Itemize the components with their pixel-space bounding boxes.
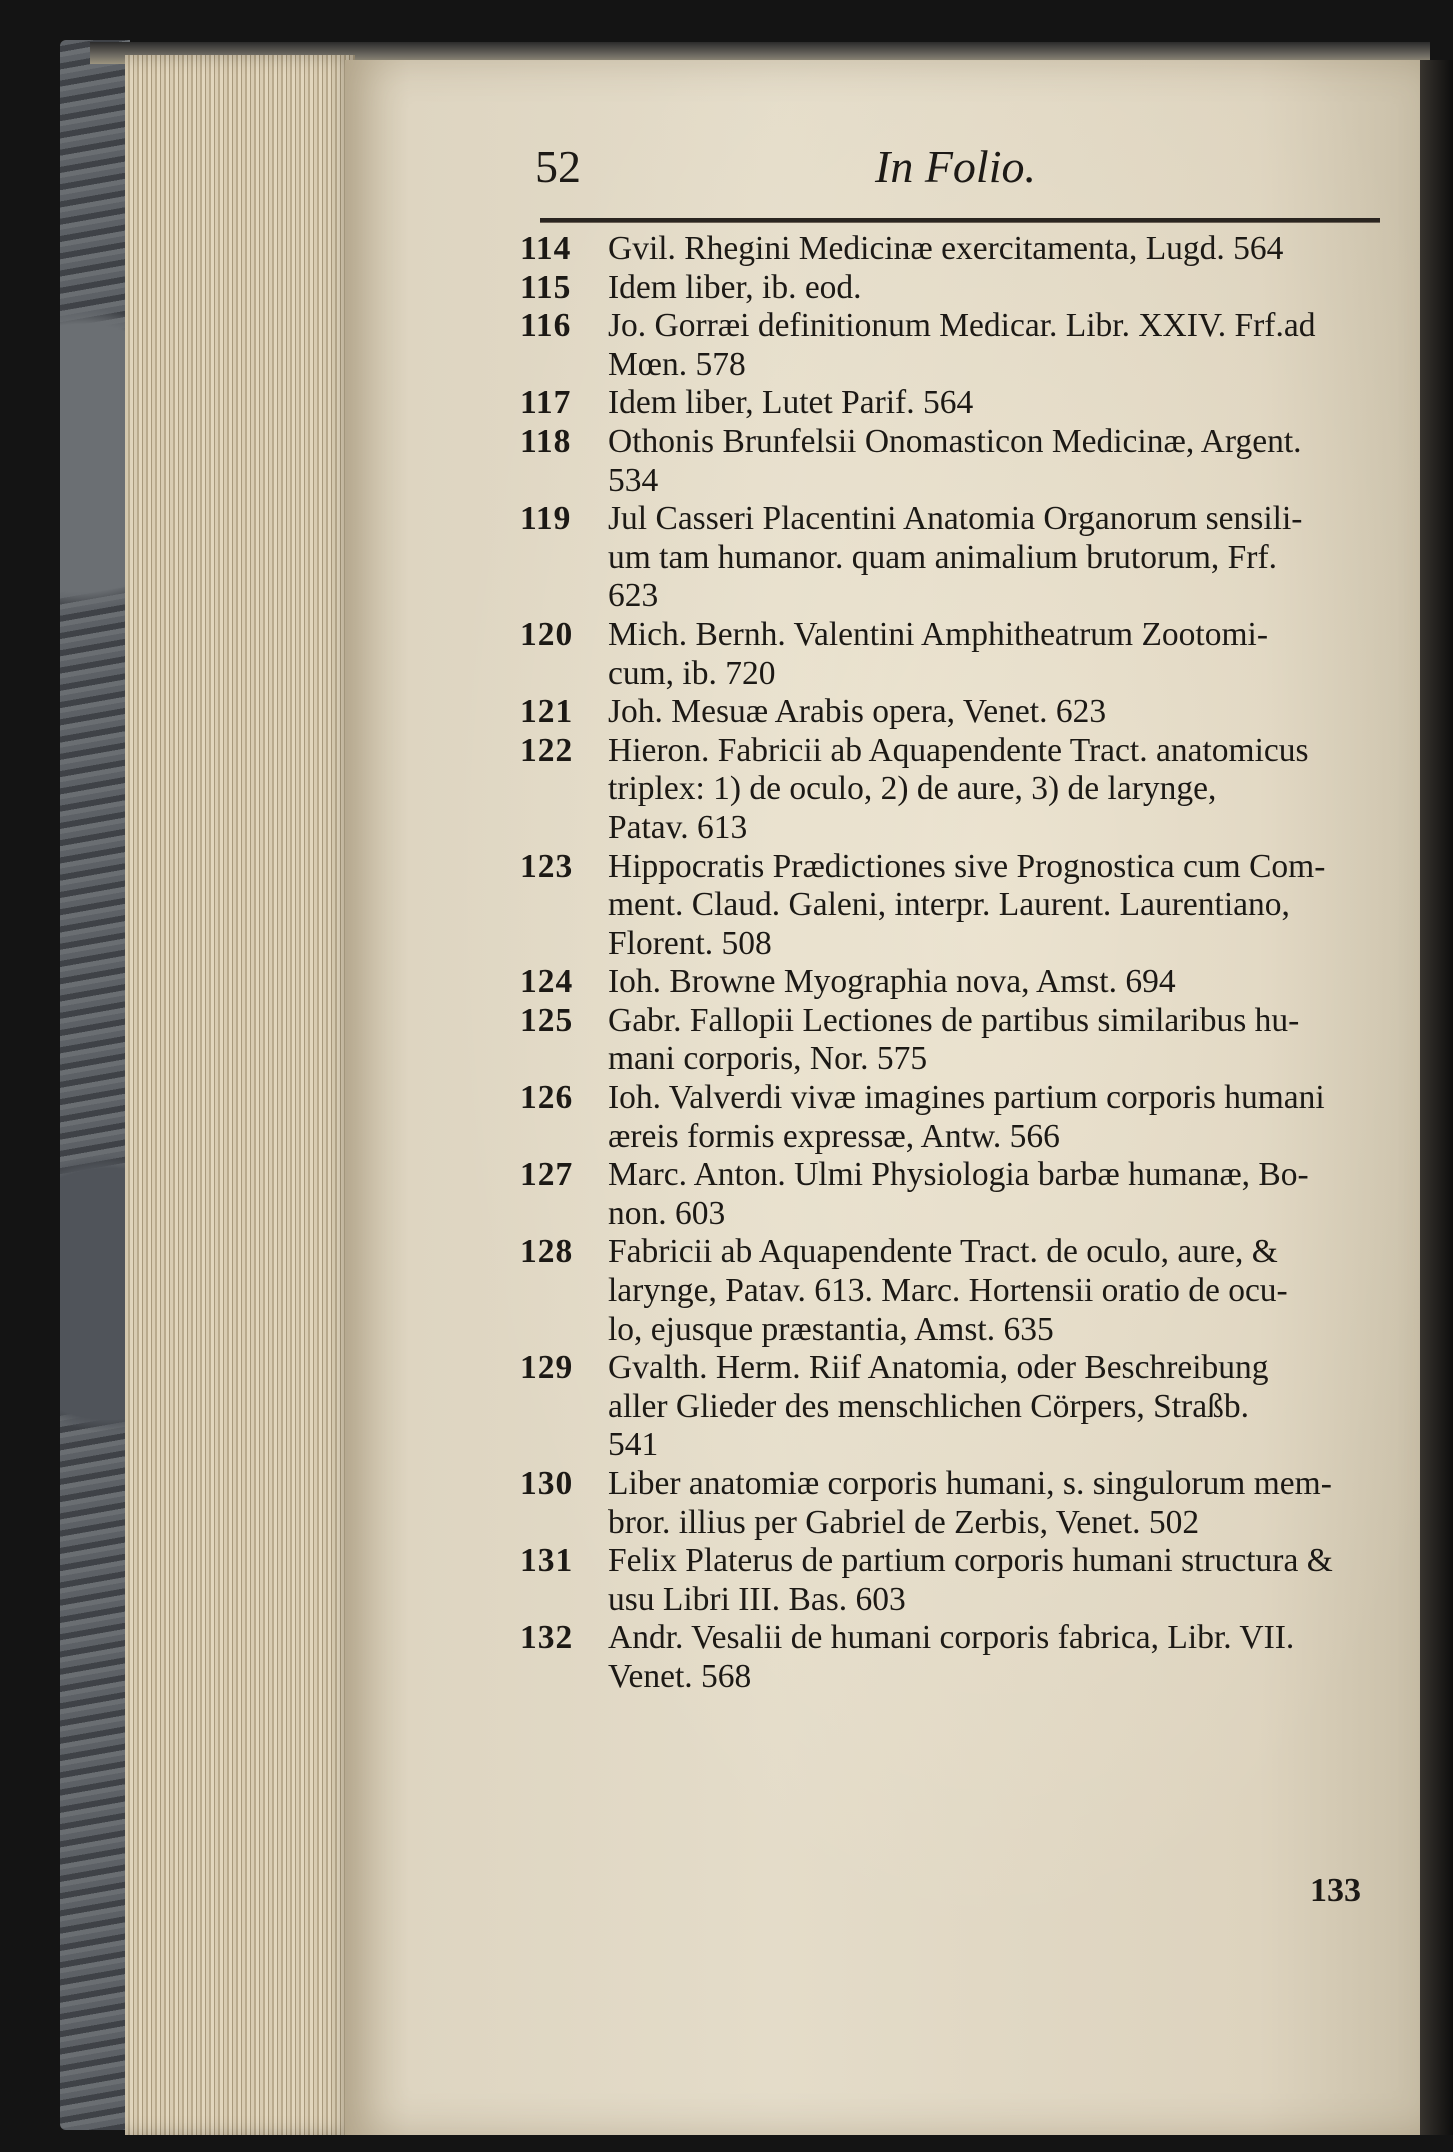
entry-number: 121 (520, 693, 574, 731)
list-item (520, 500, 1400, 616)
entry-text: Gabr. Fallopii Lectiones de partibus similaribus hu- mani corporis, Nor. 575 (608, 1001, 1300, 1078)
entry-text: Marc. Anton. Ulmi Physiologia barbæ humanæ, Bo- non. 603 (608, 1156, 1309, 1232)
book-page (345, 60, 1420, 2135)
entry-text: Gvalth. Herm. Riif Anatomia, oder Beschreibung aller Glieder des menschlichen Cörpers, Straßb. 541 (608, 1349, 1269, 1464)
entry-text: Idem liber, ib. eod. (608, 268, 862, 306)
list-item (520, 307, 1400, 384)
page-number: 52 (535, 141, 581, 192)
list-item (520, 693, 1400, 732)
list-item (520, 384, 1400, 423)
list-item (520, 1233, 1400, 1349)
list-item (520, 732, 1400, 848)
entry-number: 127 (520, 1156, 574, 1194)
catchword: 133 (1310, 1872, 1361, 1909)
running-head: In Folio. (875, 141, 1036, 192)
entry-number: 119 (520, 500, 572, 538)
list-item (520, 1542, 1400, 1619)
gutter-shadow (1418, 60, 1453, 2135)
entry-number: 117 (520, 384, 572, 422)
entry-text: Idem liber, Lutet Parif. 564 (608, 384, 974, 422)
list-item (520, 1079, 1400, 1156)
entry-number: 126 (520, 1079, 574, 1117)
entry-number: 131 (520, 1542, 574, 1580)
entry-text: Liber anatomiæ corporis humani, s. singulorum mem- bror. illius per Gabriel de Zerbis, Venet. 502 (608, 1465, 1332, 1541)
book-cover (60, 40, 130, 2130)
entry-text: Gvil. Rhegini Medicinæ exercitamenta, Lugd. 564 (608, 230, 1284, 267)
entry-number: 122 (520, 731, 574, 769)
list-item (520, 423, 1400, 500)
entry-text: Ioh. Browne Myographia nova, Amst. 694 (608, 963, 1176, 1001)
list-item (520, 1349, 1400, 1465)
page-header (535, 140, 1395, 200)
list-item (520, 848, 1400, 964)
list-item (520, 1619, 1400, 1696)
list-item (520, 616, 1400, 693)
entry-text: Jul Casseri Placentini Anatomia Organorum sensili- um tam humanor. quam animalium brutorum, Frf. 623 (608, 500, 1303, 615)
entry-number: 114 (520, 230, 572, 267)
header-rule (540, 218, 1380, 223)
entry-text: Felix Platerus de partium corporis humani structura & usu Libri III. Bas. 603 (608, 1542, 1333, 1618)
entry-number: 128 (520, 1233, 574, 1271)
entry-number: 130 (520, 1465, 574, 1502)
entry-text: Joh. Mesuæ Arabis opera, Venet. 623 (608, 693, 1107, 731)
entry-number: 125 (520, 1001, 574, 1039)
entry-text: Hippocratis Prædictiones sive Prognostica cum Com- ment. Claud. Galeni, interpr. Laurent. Laurentiano, Florent. 508 (608, 847, 1326, 962)
entry-text: Andr. Vesalii de humani corporis fabrica, Libr. VII. Venet. 568 (608, 1619, 1295, 1695)
page-edges (125, 55, 355, 2135)
catalog-entries (520, 230, 1400, 1697)
entry-text: Jo. Gorræi definitionum Medicar. Libr. XXIV. Frf.ad Mœn. 578 (608, 307, 1316, 383)
entry-text: Othonis Brunfelsii Onomasticon Medicinæ, Argent. 534 (608, 422, 1302, 499)
entry-number: 124 (520, 963, 574, 1001)
entry-number: 115 (520, 268, 572, 306)
entry-number: 120 (520, 615, 574, 653)
entry-text: Mich. Bernh. Valentini Amphitheatrum Zootomi- cum, ib. 720 (608, 615, 1268, 692)
entry-text: Ioh. Valverdi vivæ imagines partium corporis humani æreis formis expressæ, Antw. 566 (608, 1079, 1325, 1155)
entry-number: 116 (520, 307, 572, 345)
list-item (520, 1465, 1400, 1542)
list-item (520, 230, 1400, 269)
entry-number: 118 (520, 422, 572, 460)
list-item (520, 1002, 1400, 1079)
entry-text: Hieron. Fabricii ab Aquapendente Tract. anatomicus triplex: 1) de oculo, 2) de aure, 3) de larynge, Patav. 613 (608, 731, 1309, 846)
entry-number: 132 (520, 1619, 574, 1657)
entry-text: Fabricii ab Aquapendente Tract. de oculo, aure, & larynge, Patav. 613. Marc. Hortensii oratio de ocu- lo, ejusque præstantia, Amst. 635 (608, 1233, 1288, 1348)
list-item (520, 1156, 1400, 1233)
list-item (520, 963, 1400, 1002)
list-item (520, 269, 1400, 308)
entry-number: 123 (520, 847, 574, 885)
entry-number: 129 (520, 1349, 574, 1387)
